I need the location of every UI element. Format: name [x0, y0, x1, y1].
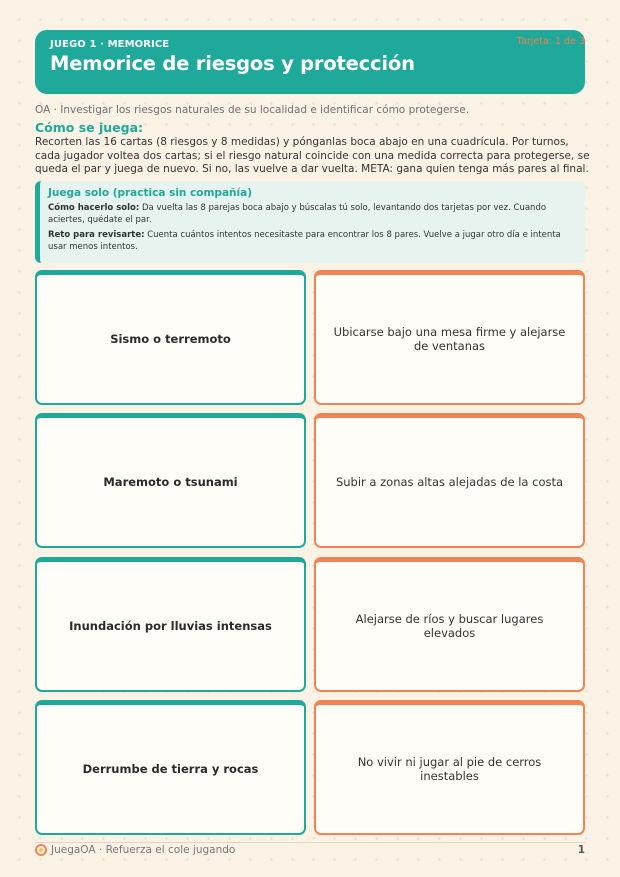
page-number: 1	[577, 844, 585, 856]
game-title: Memorice de riesgos y protección	[50, 52, 415, 75]
risk-card	[35, 270, 306, 405]
risk-card-text: Derrumbe de tierra y rocas	[82, 762, 259, 776]
solo-challenge-text: Cuenta cuántos intentos necesitaste para encontrar los 8 pares. Vuelve a jugar otro día e intenta usar menos intentos.	[48, 230, 561, 252]
measure-card-text: Ubicarse bajo una mesa firme y alejarse de ventanas	[333, 325, 566, 353]
page-footer	[35, 844, 585, 858]
measure-card	[314, 700, 585, 835]
howto-heading: Cómo se juega:	[35, 120, 144, 135]
risk-card	[35, 700, 306, 835]
learning-objective: OA · Investigar los riesgos naturales de su localidad e identificar cómo protegerse.	[35, 104, 470, 116]
solo-how-label: Cómo hacerlo solo:	[48, 203, 140, 213]
measure-card-text: Subir a zonas altas alejadas de la costa	[335, 475, 564, 489]
howto-text: Recorten las 16 cartas (8 riesgos y 8 medidas) y pónganlas boca abajo en una cuadrícula. Por turnos, cada jugador voltea dos cartas; si el riesgo natural coincide con una medida correcta para protegerse, se queda el par y juega de nuevo. Si no, las vuelve a dar vuelta. META: gana quien tenga más pares al final.	[35, 136, 590, 175]
risk-card-text: Maremoto o tsunami	[103, 475, 238, 489]
risk-card	[35, 413, 306, 548]
card-set-tag: Tarjeta: 1 de 3	[516, 36, 585, 47]
measure-card	[314, 413, 585, 548]
measure-card	[314, 270, 585, 405]
measure-card-text: No vivir ni jugar al pie de cerros inestables	[357, 755, 542, 783]
measure-card-text: Alejarse de ríos y buscar lugares elevados	[355, 612, 544, 640]
risk-card-text: Sismo o terremoto	[110, 332, 231, 346]
solo-title: Juega solo (practica sin compañía)	[48, 187, 252, 199]
risk-card-text: Inundación por lluvias intensas	[69, 619, 272, 633]
solo-play-box	[35, 181, 585, 263]
game-header	[35, 30, 585, 94]
solo-challenge-label: Reto para revisarte:	[48, 230, 145, 240]
footer-divider	[35, 842, 585, 843]
juegaoa-logo-icon	[35, 844, 47, 856]
solo-how-text: Da vuelta las 8 parejas boca abajo y búscalas tú solo, levantando dos tarjetas por vez. Cuando aciertes, quédate el par.	[48, 203, 547, 225]
footer-text: JuegaOA · Refuerza el cole jugando	[51, 844, 236, 856]
solo-challenge	[48, 229, 575, 253]
solo-how	[48, 202, 575, 226]
measure-card	[314, 557, 585, 692]
game-kicker: JUEGO 1 · MEMORICE	[50, 39, 170, 50]
risk-card	[35, 557, 306, 692]
